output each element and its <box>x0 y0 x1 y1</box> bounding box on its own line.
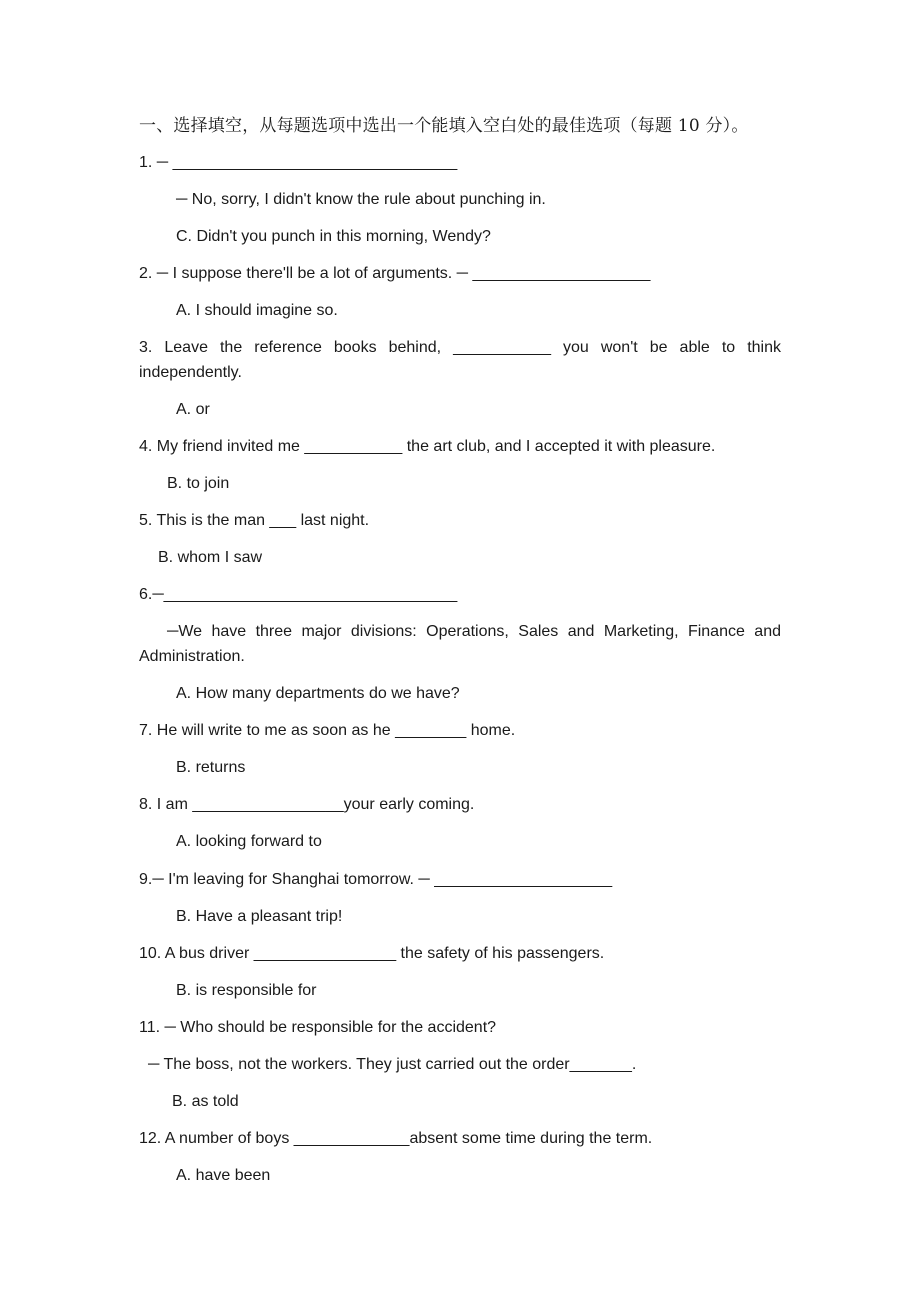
question-3-answer: A. or <box>176 401 210 418</box>
question-11-stem: 11. ─ Who should be responsible for the accident? <box>139 1019 497 1036</box>
question-1-answer: C. Didn't you punch in this morning, Wendy? <box>176 228 491 245</box>
question-8-stem: 8. I am _________________your early coming. <box>139 796 475 813</box>
question-6-stem: 6.─_________________________________ <box>139 586 458 603</box>
question-10-answer: B. is responsible for <box>176 982 317 999</box>
question-9-answer: B. Have a pleasant trip! <box>176 908 343 925</box>
question-4-answer: B. to join <box>167 475 230 492</box>
question-12-stem: 12. A number of boys _____________absent some time during the term. <box>139 1130 653 1147</box>
question-2-stem: 2. ─ I suppose there'll be a lot of arguments. ─ ____________________ <box>139 265 651 282</box>
section-heading: 一、选择填空，从每题选项中选出一个能填入空白处的最佳选项（每题 10 分）。 <box>139 116 749 136</box>
question-3-stem-line2: independently. <box>139 364 242 381</box>
question-6-answer: A. How many departments do we have? <box>176 685 460 702</box>
question-12-answer: A. have been <box>176 1167 271 1184</box>
question-7-answer: B. returns <box>176 759 246 776</box>
question-3-stem-line1: 3. Leave the reference books behind, ___________ you won't be able to think <box>139 339 781 356</box>
question-10-stem: 10. A bus driver ________________ the safety of his passengers. <box>139 945 605 962</box>
question-9-stem: 9.─ I'm leaving for Shanghai tomorrow. ─ ____________________ <box>139 871 613 888</box>
question-4-stem: 4. My friend invited me ___________ the art club, and I accepted it with pleasure. <box>139 438 716 455</box>
question-7-stem: 7. He will write to me as soon as he ________ home. <box>139 722 516 739</box>
question-6-reply-line2: Administration. <box>139 648 245 665</box>
question-5-stem: 5. This is the man ___ last night. <box>139 512 370 529</box>
question-1-reply: ─ No, sorry, I didn't know the rule about punching in. <box>176 191 546 208</box>
question-6-reply-line1: ─We have three major divisions: Operations, Sales and Marketing, Finance and <box>167 623 781 640</box>
question-11-answer: B. as told <box>172 1093 239 1110</box>
question-11-reply: ─ The boss, not the workers. They just carried out the order_______. <box>148 1056 637 1073</box>
question-8-answer: A. looking forward to <box>176 833 322 850</box>
question-1-stem: 1. ─ ________________________________ <box>139 154 458 171</box>
question-5-answer: B. whom I saw <box>158 549 263 566</box>
question-2-answer: A. I should imagine so. <box>176 302 338 319</box>
